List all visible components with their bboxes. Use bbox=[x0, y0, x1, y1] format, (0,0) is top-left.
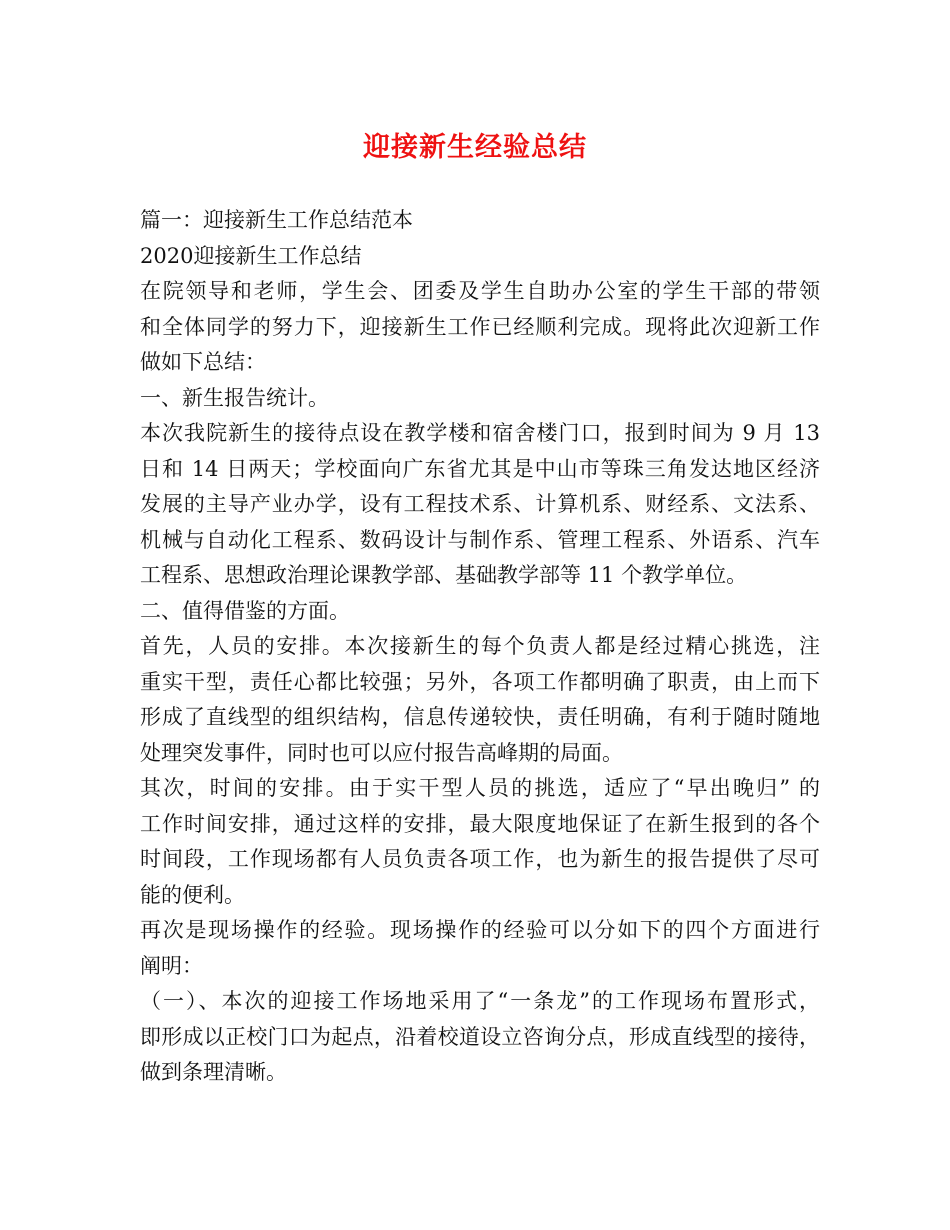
paragraph-line: 重实干型，责任心都比较强；另外，各项工作都明确了职责，由上而下 bbox=[140, 669, 820, 694]
paragraph-line: 其次，时间的安排。由于实干型人员的挑选，适应了“早出晚归” 的 bbox=[140, 776, 820, 800]
paragraph-line: 即形成以正校门口为起点，沿着校道设立咨询分点，形成直线型的接待， bbox=[140, 1024, 820, 1049]
paragraph-line: 处理突发事件，同时也可以应付报告高峰期的局面。 bbox=[140, 740, 623, 765]
paragraph-line: 能的便利。 bbox=[140, 882, 245, 907]
paragraph-line: 时间段，工作现场都有人员负责各项工作，也为新生的报告提供了尽可 bbox=[140, 847, 820, 871]
paragraph-line: 发展的主导产业办学，设有工程技术系、计算机系、财经系、文法系、 bbox=[140, 492, 820, 516]
list-heading: 二、值得借鉴的方面。 bbox=[140, 598, 350, 623]
paragraph-line: 做到条理清晰。 bbox=[140, 1060, 287, 1084]
paragraph-line: 首先，人员的安排。本次接新生的每个负责人都是经过精心挑选，注 bbox=[140, 634, 820, 658]
paragraph-line: （一）、本次的迎接工作场地采用了“一条龙”的工作现场布置形式， bbox=[140, 989, 820, 1013]
section-heading: 篇一：迎接新生工作总结范本 bbox=[140, 208, 413, 232]
paragraph-line: 日和 14 日两天；学校面向广东省尤其是中山市等珠三角发达地区经济 bbox=[140, 456, 820, 481]
subheading: 2020迎接新生工作总结 bbox=[140, 243, 362, 268]
paragraph-line: 再次是现场操作的经验。现场操作的经验可以分如下的四个方面进行 bbox=[140, 918, 820, 942]
list-heading: 一、新生报告统计。 bbox=[140, 385, 329, 410]
paragraph-line: 机械与自动化工程系、数码设计与制作系、管理工程系、外语系、汽车 bbox=[140, 527, 820, 552]
paragraph-line: 阐明： bbox=[140, 953, 203, 978]
paragraph-line: 本次我院新生的接待点设在教学楼和宿舍楼门口，报到时间为 9 月 13 bbox=[140, 421, 820, 445]
document-title: 迎接新生经验总结 bbox=[363, 132, 587, 163]
paragraph-line: 在院领导和老师，学生会、团委及学生自助办公室的学生干部的带领 bbox=[140, 279, 820, 303]
paragraph-line: 做如下总结： bbox=[140, 350, 266, 374]
paragraph-line: 工作时间安排，通过这样的安排，最大限度地保证了在新生报到的各个 bbox=[140, 811, 820, 836]
paragraph-line: 和全体同学的努力下，迎接新生工作已经顺利完成。现将此次迎新工作 bbox=[140, 314, 820, 339]
paragraph-line: 形成了直线型的组织结构，信息传递较快，责任明确，有利于随时随地 bbox=[140, 705, 820, 729]
document-body bbox=[140, 203, 820, 1091]
paragraph-line: 工程系、思想政治理论课教学部、基础教学部等 11 个教学单位。 bbox=[140, 563, 748, 587]
